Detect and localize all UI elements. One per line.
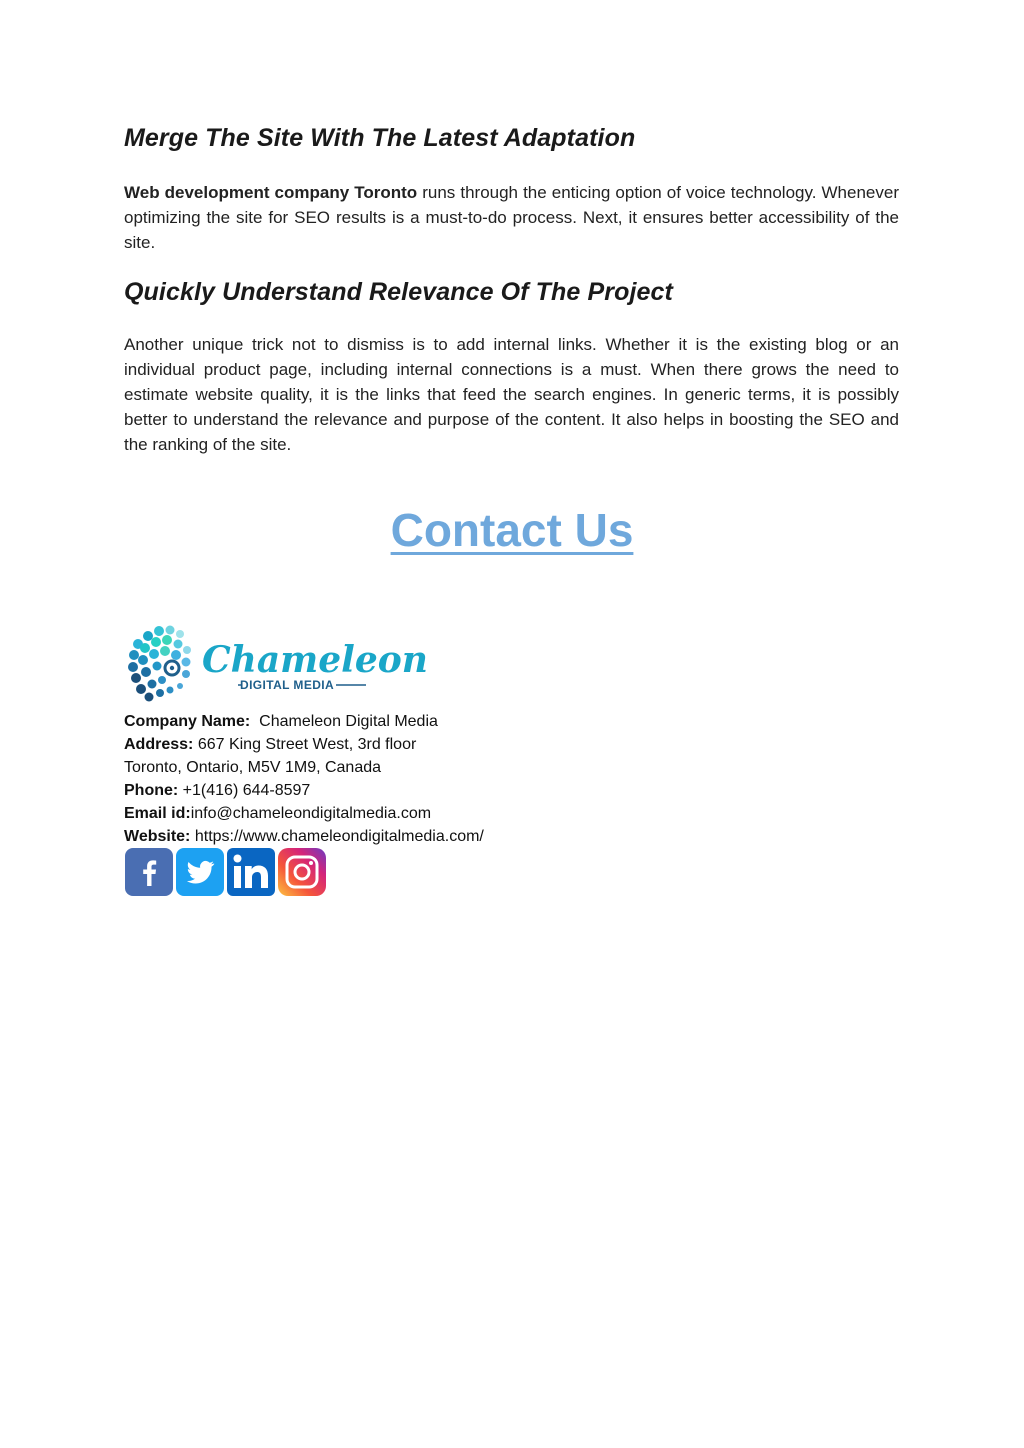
section-heading-relevance: Quickly Understand Relevance Of The Project	[124, 278, 673, 306]
contact-details	[124, 710, 484, 848]
address-label: Address:	[124, 736, 194, 753]
twitter-icon[interactable]	[176, 848, 224, 896]
email-link[interactable]: info@chameleondigitalmedia.com	[190, 805, 432, 822]
contact-us-heading	[0, 503, 1024, 557]
social-icons	[125, 848, 326, 896]
section-heading-adaptation: Merge The Site With The Latest Adaptation	[124, 124, 636, 152]
paragraph-text: runs through the enticing option of voice technology. Whenever optimizing the site for SEO results is a must-to-do process. Next, it ensures better accessibility of the site.	[124, 183, 899, 252]
instagram-icon[interactable]	[278, 848, 326, 896]
company-label: Company Name:	[124, 713, 251, 730]
address-line2: Toronto, Ontario, M5V 1M9, Canada	[124, 759, 382, 776]
website-link[interactable]: https://www.chameleondigitalmedia.com/	[194, 828, 484, 845]
section-paragraph-adaptation	[124, 180, 899, 255]
company-row	[124, 710, 484, 733]
phone-label: Phone:	[124, 782, 179, 799]
chameleon-logo-mark	[128, 626, 191, 702]
lead-phrase: Web development company Toronto	[124, 183, 418, 202]
facebook-icon[interactable]	[125, 848, 173, 896]
email-label: Email id:	[124, 805, 191, 822]
address-row	[124, 733, 484, 756]
company-value: Chameleon Digital Media	[259, 713, 438, 730]
logo-tagline: DIGITAL MEDIA	[240, 678, 335, 692]
website-row	[124, 825, 484, 848]
address-line1: 667 King Street West, 3rd floor	[197, 736, 417, 753]
contact-us-link[interactable]: Contact Us	[390, 504, 634, 556]
phone-row	[124, 779, 484, 802]
logo-wordmark: Chameleon	[202, 639, 428, 681]
linkedin-icon[interactable]	[227, 848, 275, 896]
section-paragraph-relevance: Another unique trick not to dismiss is to add internal links. Whether it is the existing blog or an individual product page, including internal connections is a must. When there grows the need to estimate website quality, it is the links that feed the search engines. In generic terms, it is possibly better to understand the relevance and purpose of the content. It also helps in boosting the SEO and the ranking of the site.	[124, 335, 899, 454]
email-row	[124, 802, 484, 825]
phone-value: +1(416) 644-8597	[182, 782, 311, 799]
website-label: Website:	[124, 828, 191, 845]
chameleon-logo	[124, 622, 428, 706]
